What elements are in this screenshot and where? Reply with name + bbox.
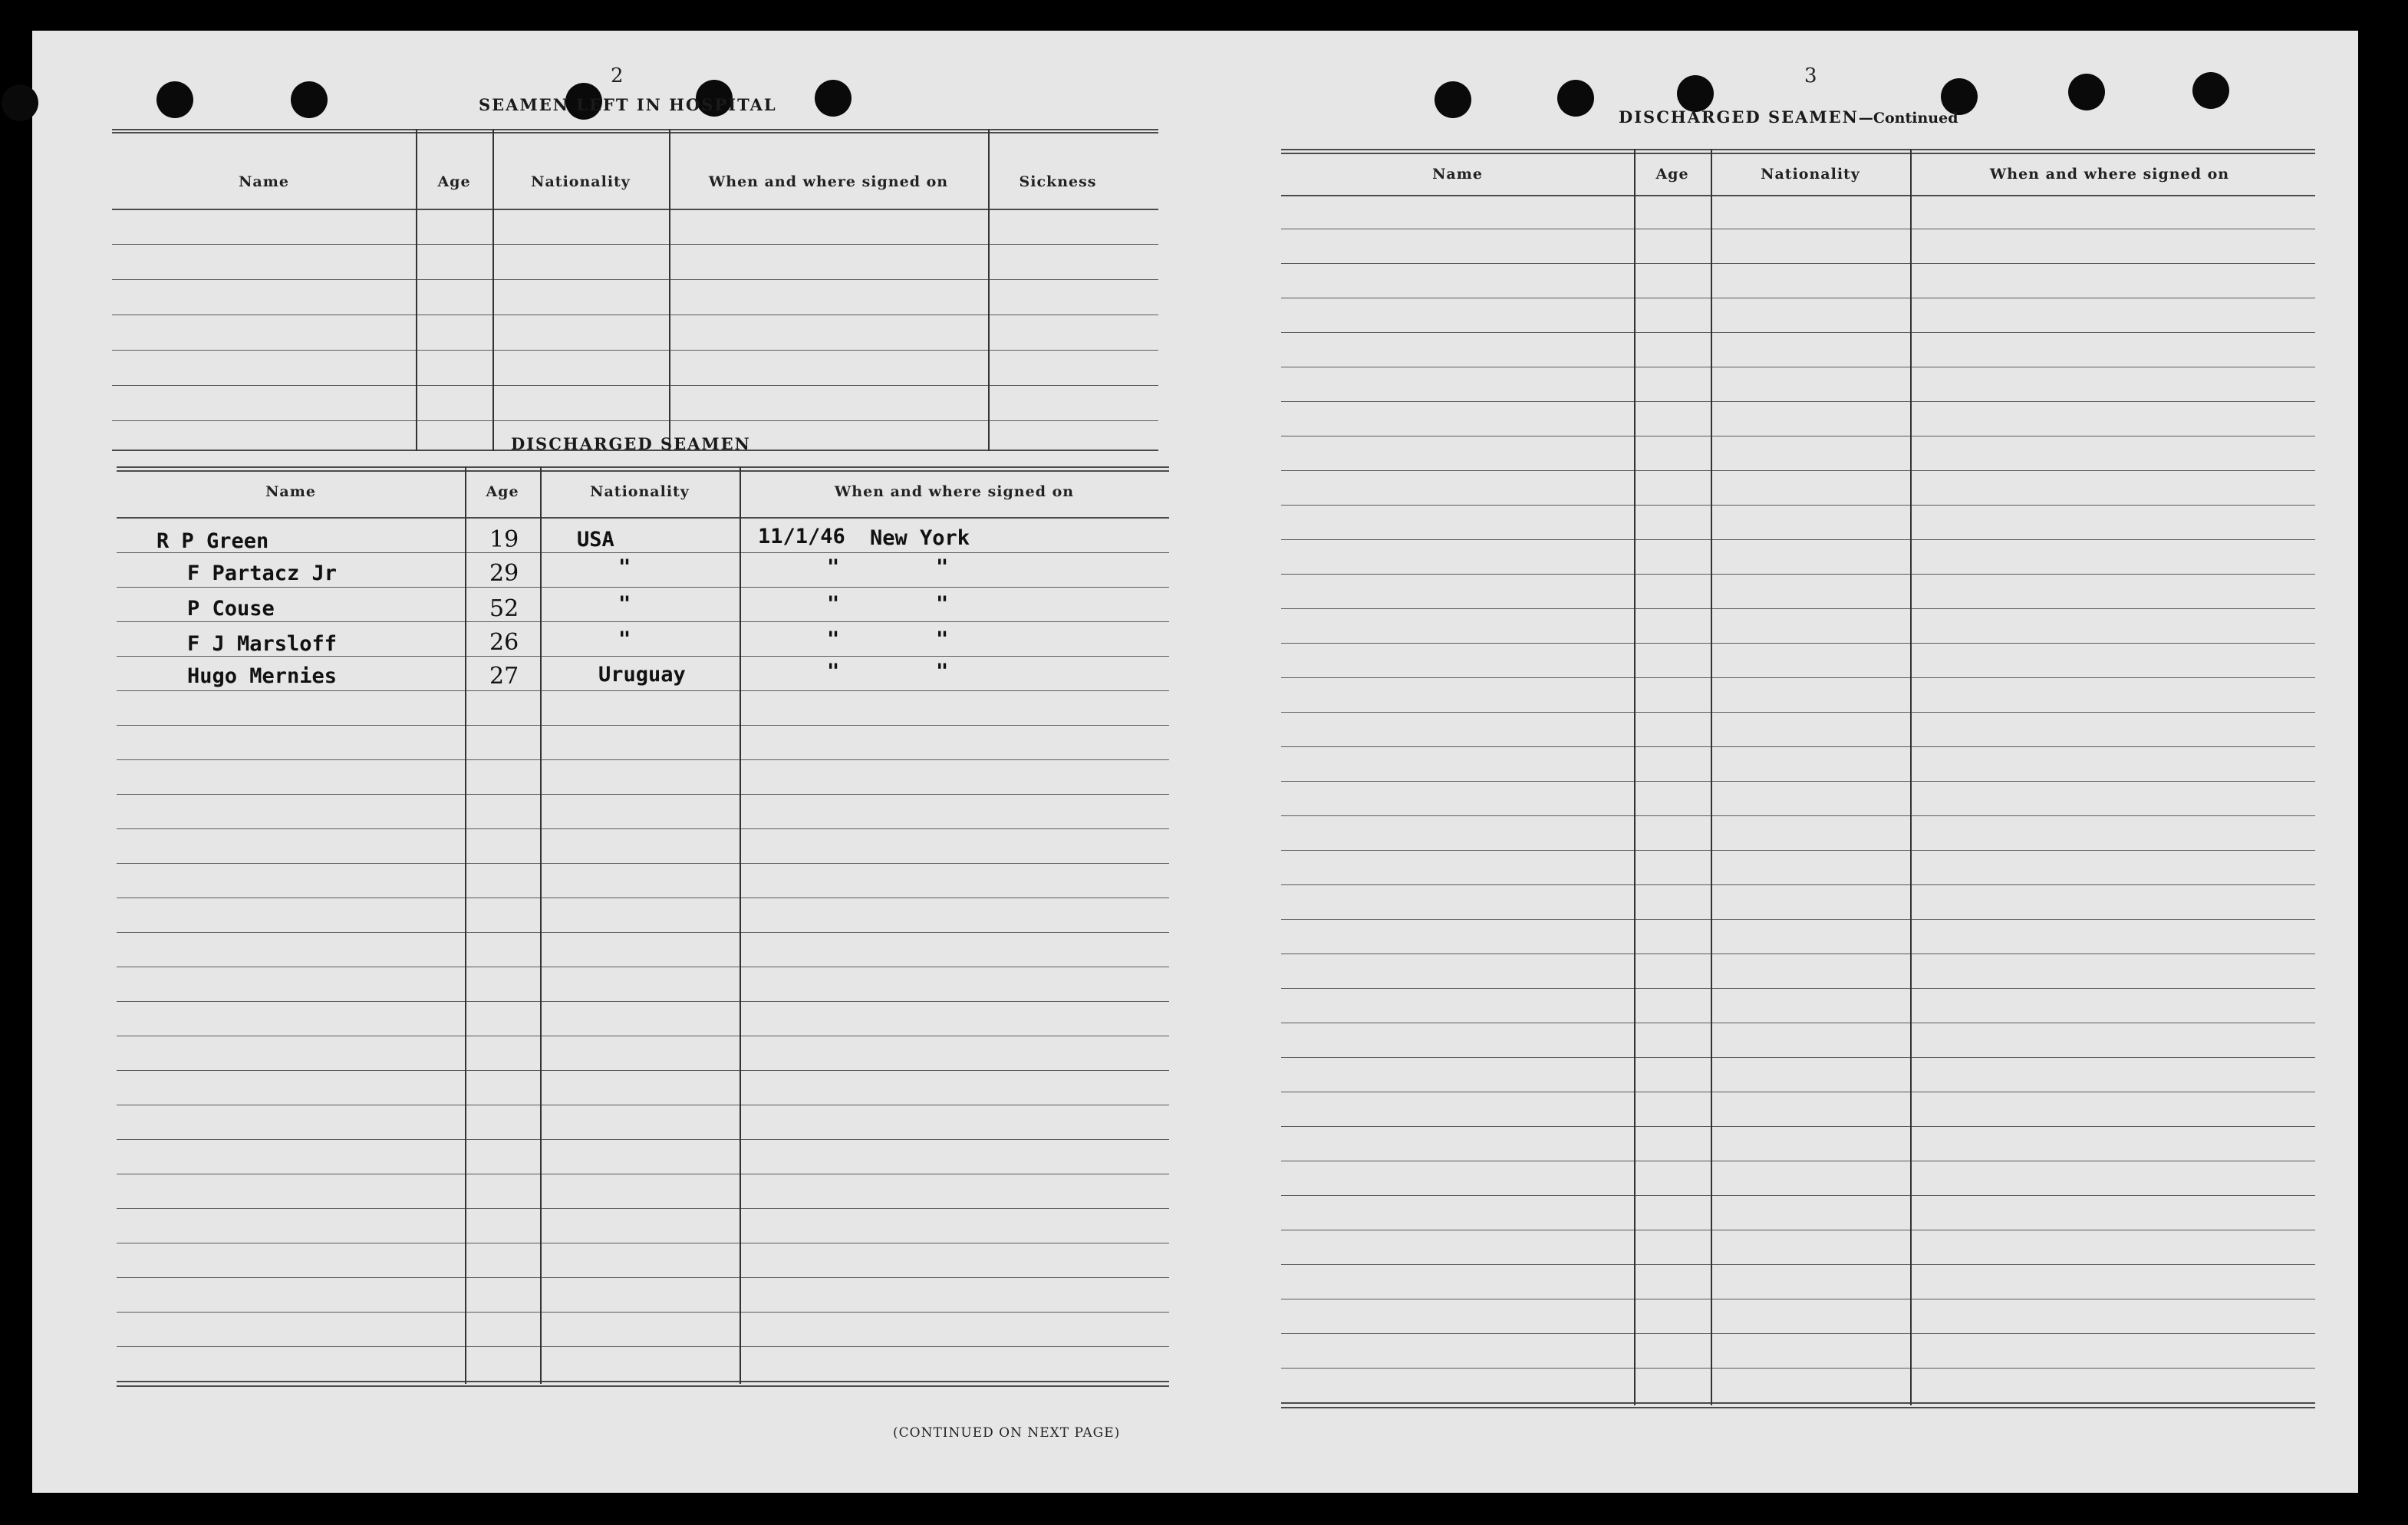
page-number: 3 [1804,64,1817,87]
column-header-signed-on: When and where signed on [834,483,1075,500]
column-header-age: Age [486,483,519,500]
column-header-name: Name [1432,166,1483,183]
column-header-signed-on: When and where signed on [708,173,949,190]
right-page [1195,31,2358,1493]
right-page-title [1619,107,1958,127]
seaman-name: F J Marsloff [187,632,338,656]
seaman-name: Hugo Mernies [187,664,338,688]
signed-on-date: " [827,592,840,616]
left-page [32,31,1195,1493]
seaman-name: R P Green [156,529,269,553]
seaman-age: 29 [489,560,519,587]
column-header-name: Name [239,173,289,190]
signed-on-place: " [936,555,949,579]
page-number: 2 [611,64,624,87]
right-page-title-suffix: —Continued [1858,110,1958,127]
continued-note: (CONTINUED ON NEXT PAGE) [893,1425,1121,1441]
discharged-table [117,466,1169,1395]
seaman-nationality: USA [577,528,614,552]
seaman-nationality: " [618,627,631,651]
hospital-section-title: SEAMEN LEFT IN HOSPITAL [479,95,777,114]
seaman-age: 26 [489,629,519,656]
discharged-section-title: DISCHARGED SEAMEN [511,434,751,453]
column-header-nationality: Nationality [531,173,631,190]
punch-hole [2192,72,2229,109]
signed-on-date: " [827,660,840,683]
hospital-table [112,129,1158,451]
punch-hole [1557,80,1594,117]
punch-hole [1677,75,1714,112]
column-header-signed-on: When and where signed on [1989,166,2230,183]
column-header-nationality: Nationality [590,483,690,500]
seaman-age: 19 [489,526,519,553]
seaman-name: F Partacz Jr [187,562,338,585]
column-header-age: Age [1655,166,1689,183]
column-header-age: Age [437,173,471,190]
column-header-sickness: Sickness [1019,173,1097,190]
punch-hole [1435,81,1471,118]
punch-hole [2,84,38,121]
punch-hole [156,81,193,118]
punch-hole [815,80,852,117]
seaman-nationality: " [618,555,631,579]
punch-hole [2068,74,2105,110]
right-page-title-text: DISCHARGED SEAMEN [1619,107,1859,127]
signed-on-place: New York [870,526,970,550]
seaman-age: 52 [489,595,519,622]
signed-on-place: " [936,592,949,616]
column-header-nationality: Nationality [1761,166,1860,183]
signed-on-place: " [936,627,949,651]
signed-on-date: 11/1/46 [758,525,845,548]
seaman-nationality: " [618,592,631,616]
seaman-age: 27 [489,663,519,690]
document-sheet [32,31,2358,1493]
punch-hole [291,81,328,118]
seaman-name: P Couse [187,597,275,621]
seaman-nationality: Uruguay [598,663,686,687]
signed-on-date: " [827,627,840,651]
signed-on-place: " [936,660,949,683]
signed-on-date: " [827,555,840,579]
column-header-name: Name [265,483,316,500]
discharged-continued-table [1281,149,2315,1419]
